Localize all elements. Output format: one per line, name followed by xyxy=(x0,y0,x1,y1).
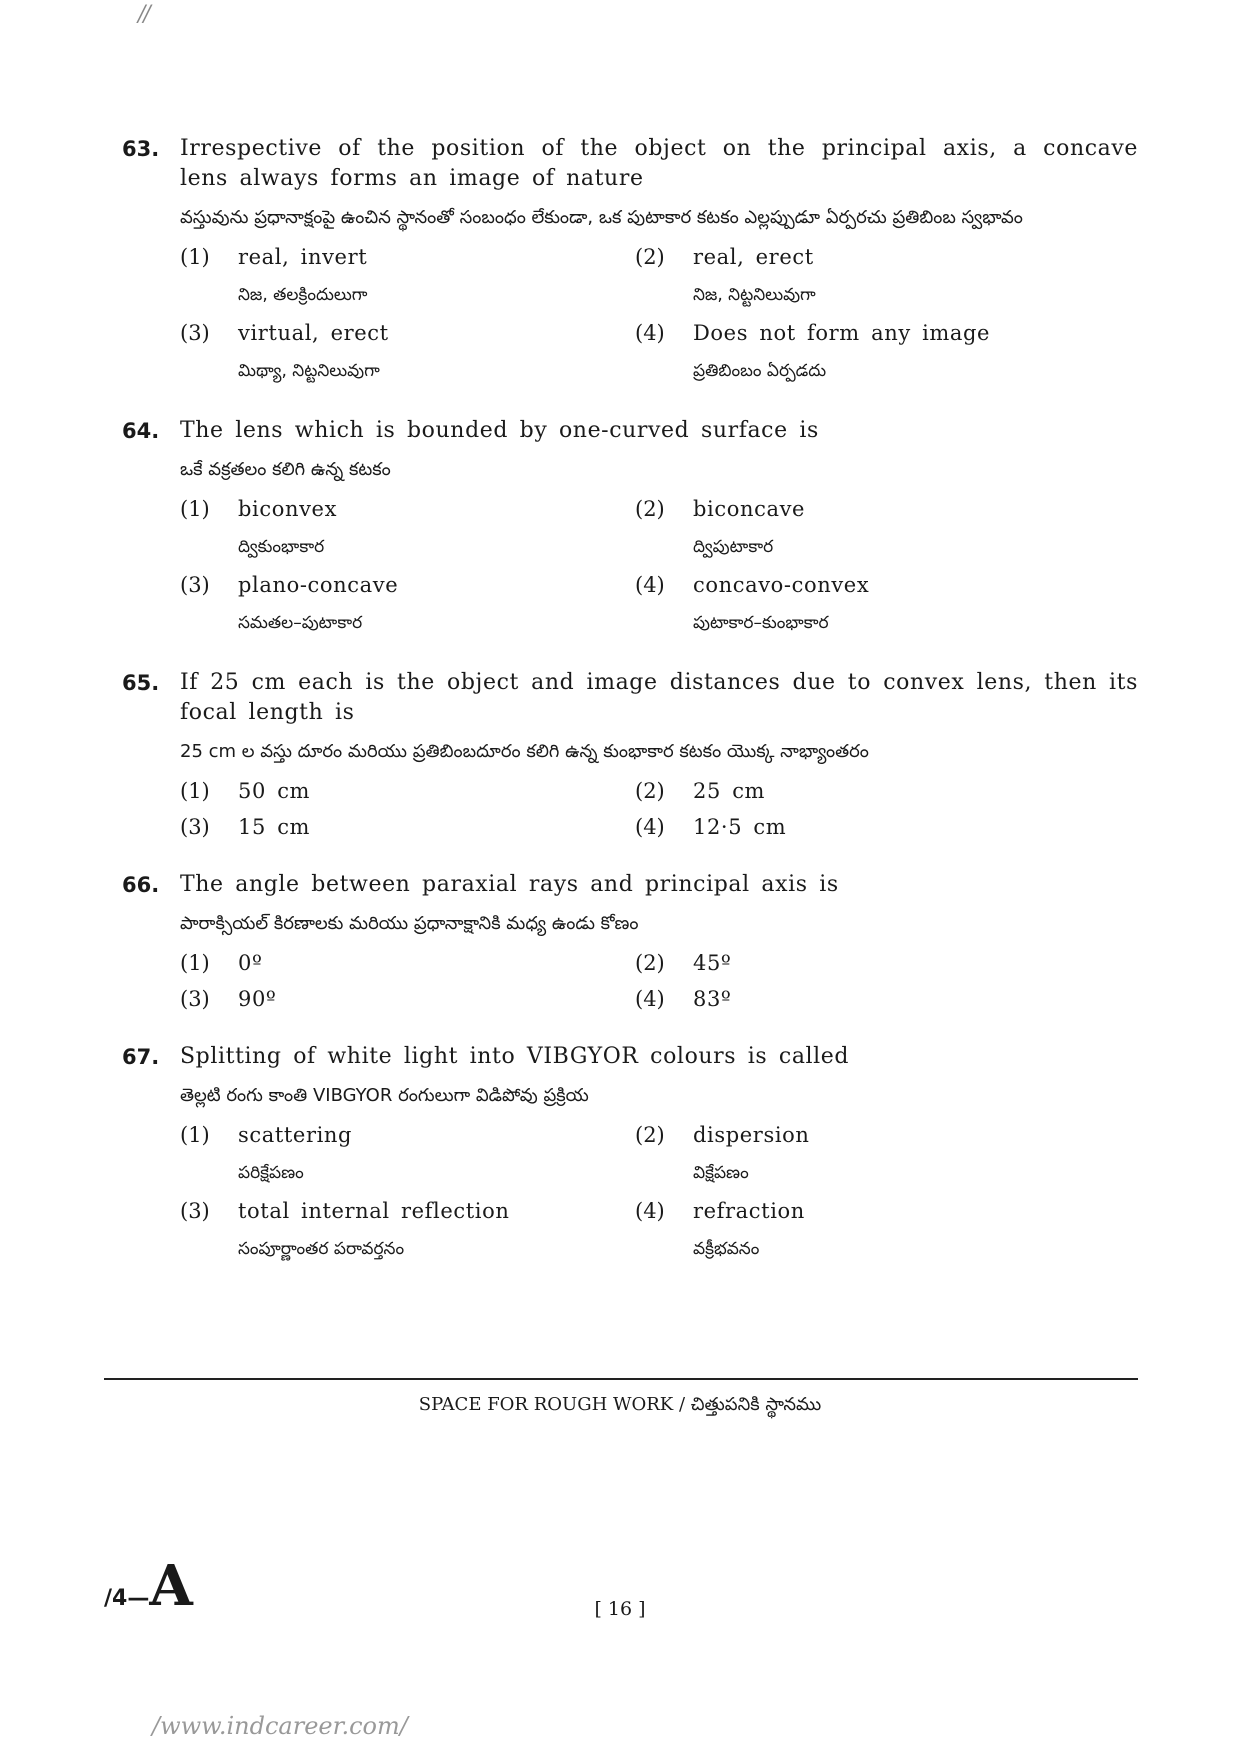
option-body xyxy=(693,240,1090,316)
option-body xyxy=(238,946,635,982)
option-text-english: Does not form any image xyxy=(693,321,991,345)
option-number: (2) xyxy=(635,1123,665,1147)
answer-option xyxy=(180,810,635,846)
option-number: (2) xyxy=(635,245,665,269)
option-text-english: plano-concave xyxy=(238,573,399,597)
option-number: (4) xyxy=(635,1199,665,1223)
question-list xyxy=(122,134,1138,1294)
option-number: (4) xyxy=(635,815,665,839)
option-text-english: 0º xyxy=(238,951,263,975)
option-text-telugu: నిజ, తలక్రిందులుగా xyxy=(238,285,368,305)
option-text-english: 90º xyxy=(238,987,277,1011)
question-text-telugu: 25 cm ల వస్తు దూరం మరియు ప్రతిబింబదూరం కలిగి ఉన్న కుంభాకార కటకం యొక్క నాభ్యాంతరం xyxy=(180,741,869,762)
question-header xyxy=(122,1042,1138,1072)
answer-option xyxy=(635,810,1090,846)
option-text-english: biconvex xyxy=(238,497,338,521)
option-number: (4) xyxy=(635,321,665,345)
rough-work-label: SPACE FOR ROUGH WORK / చిత్తుపనికి స్థానము xyxy=(418,1394,822,1415)
option-body xyxy=(693,1194,1090,1270)
option-text-english: real, invert xyxy=(238,245,368,269)
question-number: 66. xyxy=(122,873,160,897)
option-body xyxy=(238,316,635,392)
option-text-telugu: పుటాకార–కుంభాకార xyxy=(693,613,829,633)
answer-option xyxy=(635,946,1090,982)
question-text-telugu: తెల్లటి రంగు కాంతి VIBGYOR రంగులుగా విడిపోవు ప్రక్రియ xyxy=(180,1085,589,1106)
option-number: (2) xyxy=(635,779,665,803)
option-number: (4) xyxy=(635,573,665,597)
option-body xyxy=(693,982,1090,1018)
question-header xyxy=(122,870,1138,900)
option-number: (2) xyxy=(635,497,665,521)
option-text-telugu: సంపూర్ణాంతర పరావర్తనం xyxy=(238,1239,405,1259)
option-text-english: dispersion xyxy=(693,1123,810,1147)
options-grid xyxy=(180,1118,1138,1270)
option-body xyxy=(693,774,1090,810)
answer-option xyxy=(180,240,635,316)
option-text-english: 12·5 cm xyxy=(693,815,787,839)
option-body xyxy=(238,1194,635,1270)
option-text-english: biconcave xyxy=(693,497,806,521)
option-text-english: refraction xyxy=(693,1199,805,1223)
question-text-english: The angle between paraxial rays and principal axis is xyxy=(180,872,839,897)
top-mark: // xyxy=(138,2,149,27)
answer-option xyxy=(635,240,1090,316)
option-text-telugu: ద్విపుటాకార xyxy=(693,537,774,557)
question-text-telugu: ఒకే వక్రతలం కలిగి ఉన్న కటకం xyxy=(180,459,391,480)
divider xyxy=(104,1378,1138,1380)
option-body xyxy=(693,946,1090,982)
option-text-telugu: సమతల–పుటాకార xyxy=(238,613,363,633)
option-text-english: 25 cm xyxy=(693,779,766,803)
option-body xyxy=(693,1118,1090,1194)
paper-code-letter: A xyxy=(149,1553,193,1619)
question-number: 63. xyxy=(122,137,160,161)
option-text-telugu: పరిక్షేపణం xyxy=(238,1163,304,1183)
answer-option xyxy=(180,982,635,1018)
option-text-english: 45º xyxy=(693,951,732,975)
answer-option xyxy=(635,1118,1090,1194)
option-number: (1) xyxy=(180,497,210,521)
question-text-telugu: పారాక్సియల్ కిరణాలకు మరియు ప్రధానాక్షానికి మధ్య ఉండు కోణం xyxy=(180,913,639,934)
option-number: (1) xyxy=(180,1123,210,1147)
option-text-english: real, erect xyxy=(693,245,814,269)
option-body xyxy=(238,774,635,810)
answer-option xyxy=(635,1194,1090,1270)
question-header xyxy=(122,416,1138,446)
question-header xyxy=(122,134,1138,194)
answer-option xyxy=(180,1194,635,1270)
option-text-english: virtual, erect xyxy=(238,321,389,345)
option-number: (3) xyxy=(180,1199,210,1223)
question xyxy=(122,416,1138,644)
option-number: (3) xyxy=(180,573,210,597)
answer-option xyxy=(635,982,1090,1018)
options-grid xyxy=(180,240,1138,392)
option-text-english: concavo-convex xyxy=(693,573,870,597)
option-text-english: 83º xyxy=(693,987,732,1011)
question-text-english: If 25 cm each is the object and image distances due to convex lens, then its focal length is xyxy=(180,670,1138,725)
answer-option xyxy=(635,492,1090,568)
option-body xyxy=(693,568,1090,644)
paper-code-prefix: /4— xyxy=(104,1586,150,1611)
option-text-telugu: నిజ, నిట్టనిలువుగా xyxy=(693,285,816,305)
option-number: (3) xyxy=(180,987,210,1011)
option-text-telugu: ప్రతిబింబం ఏర్పడదు xyxy=(693,361,827,381)
option-text-telugu: విక్షేపణం xyxy=(693,1163,749,1183)
option-text-english: scattering xyxy=(238,1123,353,1147)
option-body xyxy=(238,568,635,644)
option-text-english: 50 cm xyxy=(238,779,311,803)
options-grid xyxy=(180,946,1138,1018)
option-number: (1) xyxy=(180,245,210,269)
answer-option xyxy=(180,1118,635,1194)
option-body xyxy=(238,240,635,316)
question-text-telugu: వస్తువును ప్రధానాక్షంపై ఉంచిన స్థానంతో సంబంధం లేకుండా, ఒక పుటాకార కటకం ఎల్లప్పుడూ ఏర్పరచు ప్రతిబింబ స్వభావం xyxy=(180,207,1023,228)
question-number: 65. xyxy=(122,671,160,695)
options-grid xyxy=(180,492,1138,644)
answer-option xyxy=(180,774,635,810)
question xyxy=(122,134,1138,392)
answer-option xyxy=(180,946,635,982)
answer-option xyxy=(635,568,1090,644)
option-text-english: total internal reflection xyxy=(238,1199,510,1223)
option-body xyxy=(693,316,1090,392)
question xyxy=(122,668,1138,846)
answer-option xyxy=(180,492,635,568)
question-text-english: Splitting of white light into VIBGYOR colours is called xyxy=(180,1044,850,1069)
question-number: 67. xyxy=(122,1045,160,1069)
option-number: (1) xyxy=(180,951,210,975)
answer-option xyxy=(635,774,1090,810)
option-body xyxy=(693,492,1090,568)
question-text-english: The lens which is bounded by one-curved surface is xyxy=(180,418,819,443)
question-text-english: Irrespective of the position of the object on the principal axis, a concave lens always forms an image of nature xyxy=(180,136,1138,191)
option-number: (3) xyxy=(180,321,210,345)
source-url: /www.indcareer.com/ xyxy=(152,1712,408,1740)
option-number: (1) xyxy=(180,779,210,803)
option-text-telugu: మిథ్యా, నిట్టనిలువుగా xyxy=(238,361,380,381)
option-text-telugu: వక్రీభవనం xyxy=(693,1239,760,1259)
question xyxy=(122,1042,1138,1270)
option-text-english: 15 cm xyxy=(238,815,311,839)
option-body xyxy=(693,810,1090,846)
option-number: (2) xyxy=(635,951,665,975)
option-body xyxy=(238,1118,635,1194)
question xyxy=(122,870,1138,1018)
option-number: (3) xyxy=(180,815,210,839)
options-grid xyxy=(180,774,1138,846)
answer-option xyxy=(635,316,1090,392)
option-body xyxy=(238,810,635,846)
option-text-telugu: ద్వికుంభాకార xyxy=(238,537,325,557)
question-number: 64. xyxy=(122,419,160,443)
question-header xyxy=(122,668,1138,728)
option-number: (4) xyxy=(635,987,665,1011)
option-body xyxy=(238,492,635,568)
answer-option xyxy=(180,568,635,644)
option-body xyxy=(238,982,635,1018)
answer-option xyxy=(180,316,635,392)
page-number: [ 16 ] xyxy=(594,1598,646,1620)
